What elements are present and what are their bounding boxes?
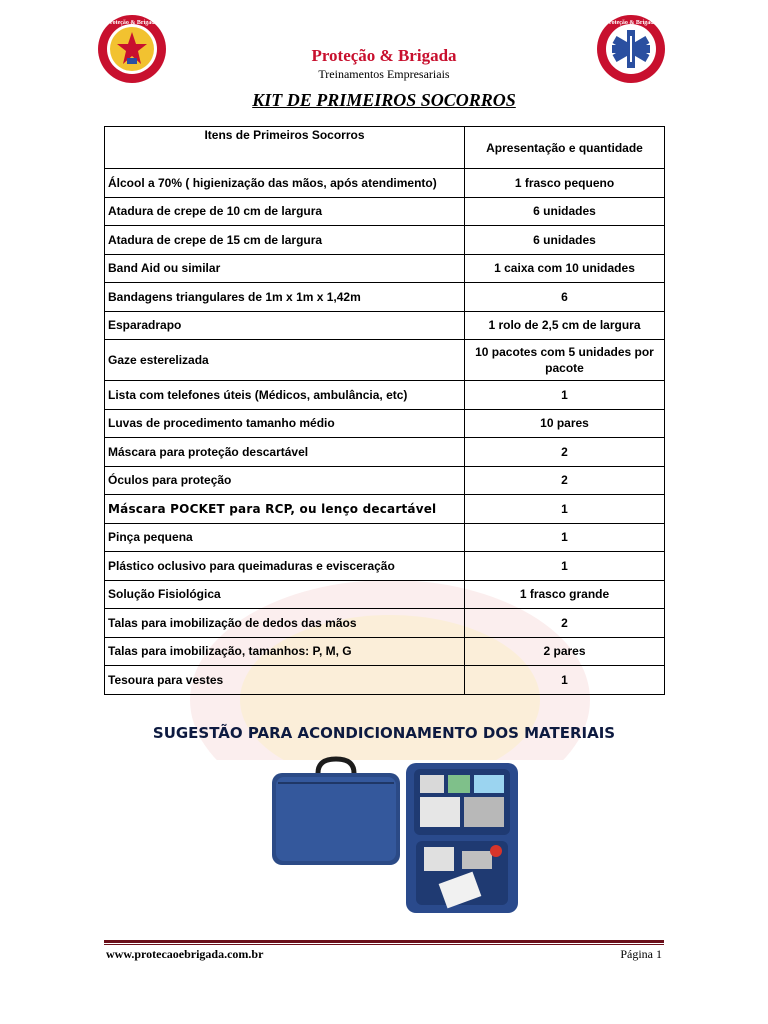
table-row [105,552,665,581]
quantity-cell: 2 pares [465,637,665,666]
quantity-cell: 10 pacotes com 5 unidades por pacote [465,340,665,381]
quantity-cell: 1 [465,666,665,695]
table-row [105,637,665,666]
table-row [105,495,665,524]
quantity-cell: 1 [465,552,665,581]
first-aid-bag-image [266,755,526,925]
table-row [105,311,665,340]
item-cell: Gaze esterelizada [105,340,465,381]
table-row [105,466,665,495]
table-row [105,438,665,467]
table-row [105,523,665,552]
item-cell: Óculos para proteção [105,466,465,495]
item-cell: Máscara para proteção descartável [105,438,465,467]
item-cell: Pinça pequena [105,523,465,552]
quantity-cell: 2 [465,609,665,638]
table-row [105,580,665,609]
page-title: KIT DE PRIMEIROS SOCORROS [252,90,516,110]
quantity-cell: 1 [465,523,665,552]
table-row [105,226,665,255]
item-cell: Plástico oclusivo para queimaduras e evisceração [105,552,465,581]
quantity-cell: 2 [465,438,665,467]
item-cell: Lista com telefones úteis (Médicos, ambulância, etc) [105,381,465,410]
column-header-quantity: Apresentação e quantidade [465,127,665,169]
item-cell: Esparadrapo [105,311,465,340]
table-row [105,340,665,381]
table-header-row [105,127,665,169]
item-cell: Bandagens triangulares de 1m x 1m x 1,42m [105,283,465,312]
quantity-cell: 1 frasco grande [465,580,665,609]
table-row [105,254,665,283]
table-row [105,381,665,410]
table-row [105,169,665,198]
item-cell: Atadura de crepe de 15 cm de largura [105,226,465,255]
quantity-cell: 1 [465,495,665,524]
quantity-cell: 6 unidades [465,197,665,226]
table-row [105,197,665,226]
org-name: Proteção & Brigada [311,46,457,65]
quantity-cell: 1 frasco pequeno [465,169,665,198]
table-row [105,666,665,695]
org-subtitle: Treinamentos Empresariais [318,67,450,81]
item-cell: Talas para imobilização, tamanhos: P, M, G [105,637,465,666]
item-cell: Band Aid ou similar [105,254,465,283]
footer-website-link[interactable]: www.protecaoebrigada.com.br [106,947,264,961]
item-cell: Tesoura para vestes [105,666,465,695]
svg-text:Proteção & Brigada: Proteção & Brigada [605,20,657,26]
quantity-cell: 1 caixa com 10 unidades [465,254,665,283]
item-cell: Atadura de crepe de 10 cm de largura [105,197,465,226]
quantity-cell: 1 rolo de 2,5 cm de largura [465,311,665,340]
first-aid-kit-table [104,126,665,695]
item-cell: Álcool a 70% ( higienização das mãos, após atendimento) [105,169,465,198]
footer-rule-thin [104,944,664,945]
svg-text:Proteção & Brigada: Proteção & Brigada [106,20,158,26]
section-title: SUGESTÃO PARA ACONDICIONAMENTO DOS MATERIAIS [152,724,616,742]
quantity-cell: 6 [465,283,665,312]
quantity-cell: 2 [465,466,665,495]
item-cell: Luvas de procedimento tamanho médio [105,409,465,438]
item-cell: Solução Fisiológica [105,580,465,609]
item-cell: Máscara POCKET para RCP, ou lenço decartável [105,495,465,524]
footer-page-number: Página 1 [620,947,662,961]
column-header-items: Itens de Primeiros Socorros [105,127,465,169]
table-row [105,409,665,438]
footer-rule [104,940,664,943]
table-row [105,283,665,312]
item-cell: Talas para imobilização de dedos das mãos [105,609,465,638]
quantity-cell: 6 unidades [465,226,665,255]
quantity-cell: 1 [465,381,665,410]
table-row [105,609,665,638]
quantity-cell: 10 pares [465,409,665,438]
